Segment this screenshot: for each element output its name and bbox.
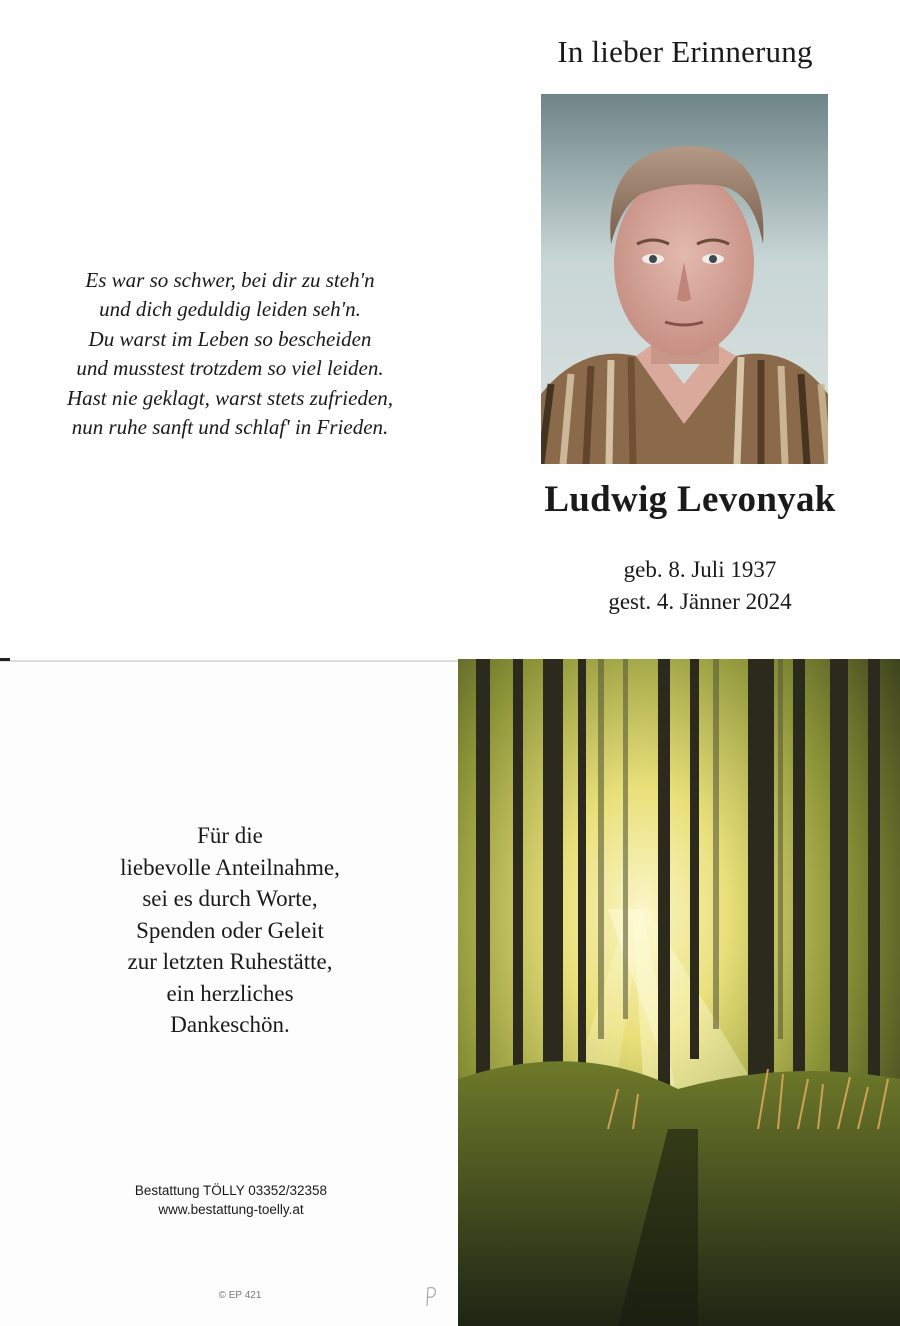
thank-you-text (80, 820, 380, 1041)
portrait-photo (541, 94, 828, 464)
poem-line: Es war so schwer, bei dir zu steh'n (85, 268, 375, 292)
copyright-note: © EP 421 (218, 1290, 262, 1301)
thanks-line: Für die (197, 823, 263, 848)
poem (20, 266, 440, 442)
poem-line: Du warst im Leben so bescheiden (88, 326, 372, 351)
undertaker-name-phone: Bestattung TÖLLY 03352/32358 (134, 1183, 328, 1198)
memorial-card-front (0, 0, 900, 660)
pen-mark (423, 1284, 439, 1308)
undertaker-info (96, 1181, 366, 1219)
thanks-line: liebevolle Anteilnahme, (120, 854, 340, 880)
thanks-line: Dankeschön. (170, 1012, 290, 1037)
undertaker-website: www.bestattung-toelly.at (158, 1202, 304, 1217)
thanks-line: zur letzten Ruhestätte, (127, 949, 333, 974)
poem-line: und musstest trotzdem so viel leiden. (76, 356, 384, 381)
thanks-line: ein herzliches (166, 980, 294, 1006)
forest-photo (458, 659, 900, 1326)
life-dates (560, 554, 840, 618)
thanks-line: sei es durch Worte, (142, 886, 318, 911)
poem-line: und dich geduldig leiden seh'n. (99, 297, 361, 322)
deceased-name: Ludwig Levonyak (544, 479, 836, 520)
death-date: gest. 4. Jänner 2024 (608, 589, 792, 614)
fold-mark (0, 658, 10, 661)
birth-date: geb. 8. Juli 1937 (623, 557, 777, 582)
card-heading: In lieber Erinnerung (557, 34, 813, 69)
poem-line: nun ruhe sanft und schlaf' in Frieden. (71, 415, 389, 440)
poem-line: Hast nie geklagt, warst stets zufrieden, (66, 385, 394, 410)
thanks-line: Spenden oder Geleit (136, 917, 324, 943)
